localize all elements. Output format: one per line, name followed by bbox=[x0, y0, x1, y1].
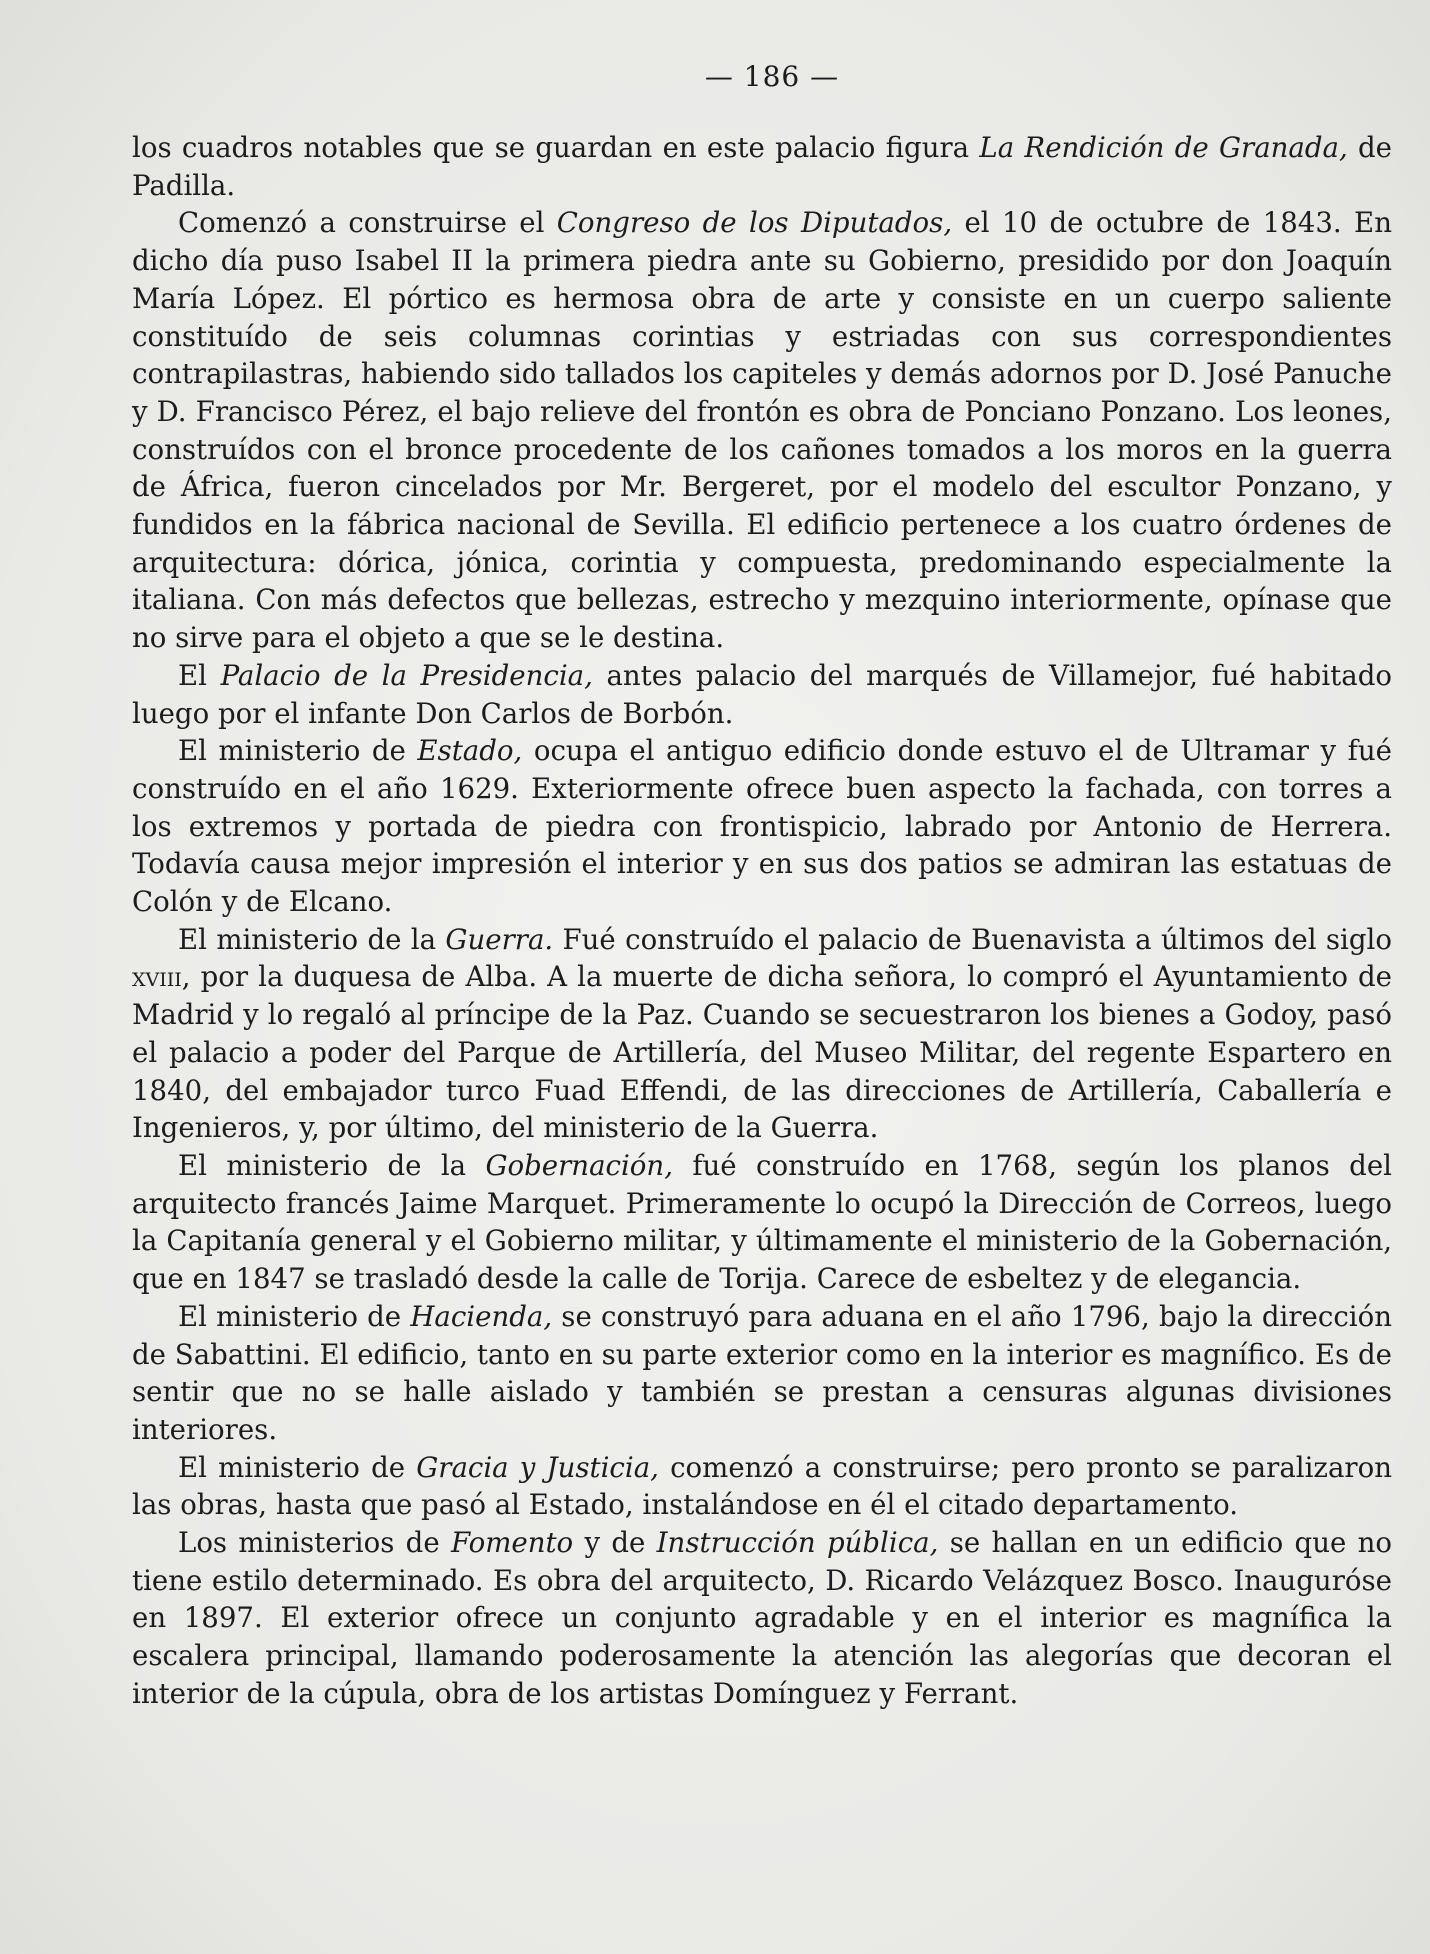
italic-text: Congreso de los Diputados, bbox=[556, 206, 953, 240]
text-run: Comenzó a construirse el bbox=[178, 206, 557, 240]
text-run: Fué construído el palacio de Buenavista a últimos del siglo bbox=[553, 922, 1392, 956]
paragraph-0 bbox=[132, 129, 1392, 204]
text-run: El bbox=[178, 658, 221, 692]
italic-text: La Rendición de Granada, bbox=[979, 131, 1348, 164]
text-run: El ministerio de bbox=[178, 1299, 411, 1333]
paragraph-6 bbox=[132, 1298, 1392, 1449]
text-run: ocupa el antiguo edificio donde estuvo el de Ultramar y fué construído en el año 1629. Exteriormente ofrece buen aspecto la fachada, con torres a los extremos y portada de piedra con frontispicio, labrado por Antonio de Herrera. Todavía causa mejor impresión el interior y en sus dos patios se admiran las estatuas de Colón y de Elcano. bbox=[132, 734, 1392, 919]
italic-text: Palacio de la Presidencia, bbox=[220, 658, 593, 692]
text-run: El ministerio de la bbox=[178, 1148, 486, 1182]
text-run: Los ministerios de bbox=[178, 1526, 451, 1560]
paragraph-1 bbox=[132, 204, 1392, 656]
paragraph-8 bbox=[132, 1524, 1392, 1713]
text-run: se construyó para aduana en el año 1796, bajo la dirección de Sabattini. El edificio, tanto en su parte exterior como en la interior es magnífico. Es de sentir que no se halle aislado y también se prestan a censuras algunas divisiones interiores. bbox=[132, 1299, 1392, 1446]
text-run: antes palacio del marqués de Villamejor, fué habitado luego por el infante Don Carlos de Borbón. bbox=[132, 658, 1392, 730]
body-text bbox=[132, 129, 1392, 1713]
italic-text: Guerra. bbox=[445, 922, 554, 956]
text-run: El ministerio de la bbox=[178, 922, 446, 956]
paragraph-3 bbox=[132, 732, 1392, 921]
italic-text: Estado, bbox=[417, 734, 523, 768]
page-number: — 186 — bbox=[704, 60, 840, 93]
italic-text: Gracia y Justicia, bbox=[416, 1450, 659, 1484]
text-run: los cuadros notables que se guardan en este palacio figura bbox=[132, 131, 980, 164]
text-run: fué construído en 1768, según los planos del arquitecto francés Jaime Marquet. Primeramente lo ocupó la Dirección de Correos, luego la Capitanía general y el Gobierno militar, y últimamente el ministerio de la Gobernación, que en 1847 se trasladó desde la calle de Torija. Carece de esbeltez y de elegancia. bbox=[132, 1148, 1392, 1296]
text-run: el 10 de octubre de 1843. En dicho día puso Isabel II la primera piedra ante su Gobierno, presidido por don Joaquín María López. El pórtico es hermosa obra de arte y consiste en un cuerpo saliente constituído de seis columnas corintias y estriadas con sus correspondientes contrapilastras, habiendo sido tallados los capiteles y demás adornos por D. José Panuche y D. Francisco Pérez, el bajo relieve del frontón es obra de Ponciano Ponzano. Los leones, construídos con el bronce procedente de los cañones tomados a los moros en la guerra de África, fueron cincelados por Mr. Bergeret, por el modelo del escultor Ponzano, y fundidos en la fábrica nacional de Sevilla. El edificio pertenece a los cuatro órdenes de arquitectura: dórica, jónica, corintia y compuesta, predominando especialmente la italiana. Con más defectos que bellezas, estrecho y mezquino interiormente, opínase que no sirve para el objeto a que se le destina. bbox=[132, 206, 1392, 655]
text-run: , por la duquesa de Alba. A la muerte de dicha señora, lo compró el Ayuntamiento de Madrid y lo regaló al príncipe de la Paz. Cuando se secuestraron los bienes a Godoy, pasó el palacio a poder del Parque de Artillería, del Museo Militar, del regente Espartero en 1840, del embajador turco Fuad Effendi, de las direcciones de Artillería, Caballería e Ingenieros, y, por último, del ministerio de la Guerra. bbox=[132, 960, 1392, 1145]
text-run: se hallan en un edificio que no tiene estilo determinado. Es obra del arquitecto, D. Ricardo Velázquez Bosco. Inauguróse en 1897. El exterior ofrece un conjunto agradable y en el interior es magnífica la escalera principal, llamando poderosamente la atención las alegorías que decoran el interior de la cúpula, obra de los artistas Domínguez y Ferrant. bbox=[132, 1526, 1392, 1710]
text-run: de Padilla. bbox=[132, 131, 1393, 202]
text-run: El ministerio de bbox=[178, 1450, 417, 1484]
italic-text: Instrucción pública, bbox=[656, 1526, 939, 1560]
paragraph-5 bbox=[132, 1147, 1392, 1298]
text-run: comenzó a construirse; pero pronto se paralizaron las obras, hasta que pasó al Estado, instalándose en él el citado departamento. bbox=[132, 1450, 1392, 1522]
text-run: y de bbox=[573, 1526, 657, 1560]
text-run: El ministerio de bbox=[178, 734, 418, 768]
paragraph-4 bbox=[132, 921, 1392, 1147]
small-caps-text: xviii bbox=[132, 960, 182, 994]
paragraph-7 bbox=[132, 1449, 1392, 1524]
italic-text: Fomento bbox=[450, 1526, 574, 1560]
paragraph-2 bbox=[132, 657, 1392, 732]
italic-text: Gobernación, bbox=[485, 1148, 673, 1182]
italic-text: Hacienda, bbox=[410, 1299, 553, 1333]
